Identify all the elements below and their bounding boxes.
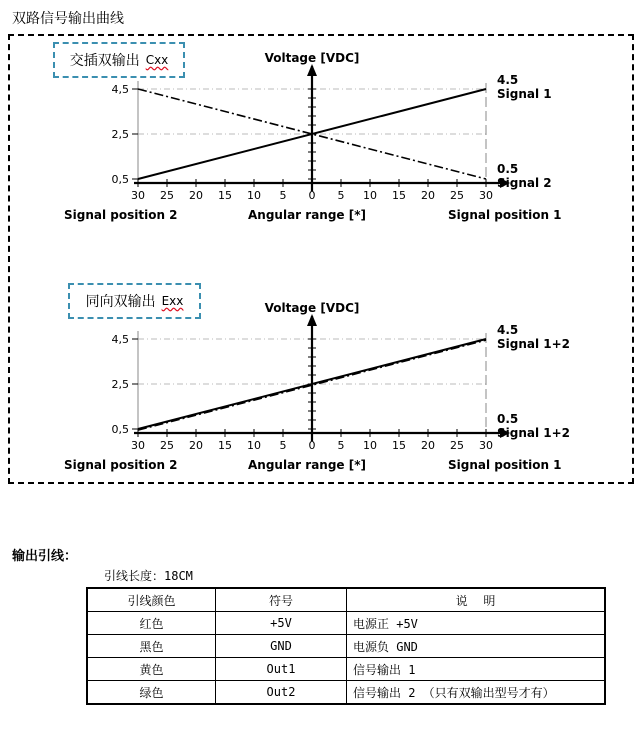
page-title: 双路信号输出曲线 — [12, 11, 124, 27]
x-tick-label: 5 — [279, 439, 287, 452]
right-position-label: Signal position 1 — [448, 208, 562, 222]
cell-symbol: GND — [216, 635, 347, 658]
x-tick-label: 25 — [450, 439, 464, 452]
x-tick-label: 0 — [308, 189, 316, 202]
label-same-output-text: 同向双输出 — [85, 294, 156, 310]
table-header-row — [87, 588, 605, 612]
annotation-text: Signal 1+2 — [497, 426, 571, 440]
cell-symbol: Out1 — [216, 658, 347, 681]
x-tick-label: 15 — [392, 189, 406, 202]
label-cross-output — [53, 42, 185, 78]
cell-description: 信号输出 1 — [347, 658, 606, 681]
header-symbol: 符号 — [216, 588, 347, 612]
label-cross-output-text: 交插双输出 — [69, 53, 140, 69]
x-tick-label: 25 — [450, 189, 464, 202]
x-tick-label: 0 — [308, 439, 316, 452]
cell-description: 电源正 +5V — [347, 612, 606, 635]
y-tick-label: 2,5 — [111, 128, 129, 141]
x-tick-label: 30 — [131, 439, 145, 452]
y-tick-label: 0,5 — [111, 423, 129, 436]
table-row — [87, 658, 605, 681]
y-axis-arrow — [307, 64, 317, 76]
cell-description: 信号输出 2 （只有双输出型号才有） — [347, 681, 606, 705]
y-tick-label: 0,5 — [111, 173, 129, 186]
x-tick-label: 5 — [337, 189, 345, 202]
x-tick-label: 10 — [363, 189, 377, 202]
x-tick-label: 5 — [279, 189, 287, 202]
right-position-label: Signal position 1 — [448, 458, 562, 472]
cell-color: 黑色 — [87, 635, 216, 658]
cell-symbol: Out2 — [216, 681, 347, 705]
x-tick-label: 25 — [160, 189, 174, 202]
x-axis-title: Angular range [*] — [248, 208, 366, 222]
wire-table — [86, 587, 606, 705]
x-tick-label: 10 — [363, 439, 377, 452]
table-row — [87, 635, 605, 658]
annotation-value: 4.5 — [497, 73, 519, 87]
x-tick-label: 20 — [421, 189, 435, 202]
label-cross-output-code: Cxx — [145, 53, 169, 67]
y-tick-label: 4,5 — [111, 333, 129, 346]
x-tick-label: 20 — [421, 439, 435, 452]
annotation-text: Signal 1 — [497, 87, 552, 101]
x-tick-label: 15 — [218, 189, 232, 202]
annotation-value: 4.5 — [497, 323, 519, 337]
annotation-value: 0.5 — [497, 412, 519, 426]
x-tick-label: 15 — [392, 439, 406, 452]
annotation-text: Signal 2 — [497, 176, 552, 190]
cell-color: 红色 — [87, 612, 216, 635]
header-color: 引线颜色 — [87, 588, 216, 612]
annotation-text: Signal 1+2 — [497, 337, 571, 351]
x-tick-label: 30 — [479, 439, 493, 452]
x-tick-label: 20 — [189, 189, 203, 202]
x-tick-label: 30 — [479, 189, 493, 202]
lead-length: 引线长度：18CM — [104, 569, 193, 583]
left-position-label: Signal position 2 — [64, 208, 178, 222]
x-tick-label: 15 — [218, 439, 232, 452]
x-tick-label: 10 — [247, 439, 261, 452]
table-row — [87, 681, 605, 705]
y-axis-title: Voltage [VDC] — [264, 301, 360, 315]
y-axis-title: Voltage [VDC] — [264, 51, 360, 65]
cell-description: 电源负 GND — [347, 635, 606, 658]
x-tick-label: 10 — [247, 189, 261, 202]
x-tick-label: 30 — [131, 189, 145, 202]
y-axis-arrow — [307, 314, 317, 326]
annotation-value: 0.5 — [497, 162, 519, 176]
header-description: 说 明 — [347, 588, 606, 612]
x-tick-label: 5 — [337, 439, 345, 452]
cell-color: 黄色 — [87, 658, 216, 681]
cell-symbol: +5V — [216, 612, 347, 635]
label-same-output — [68, 283, 201, 319]
label-same-output-code: Exx — [161, 294, 184, 308]
output-leads-title: 输出引线： — [12, 549, 78, 564]
cell-color: 绿色 — [87, 681, 216, 705]
x-tick-label: 25 — [160, 439, 174, 452]
table-row — [87, 612, 605, 635]
y-tick-label: 2,5 — [111, 378, 129, 391]
left-position-label: Signal position 2 — [64, 458, 178, 472]
x-tick-label: 20 — [189, 439, 203, 452]
y-tick-label: 4,5 — [111, 83, 129, 96]
x-axis-title: Angular range [*] — [248, 458, 366, 472]
